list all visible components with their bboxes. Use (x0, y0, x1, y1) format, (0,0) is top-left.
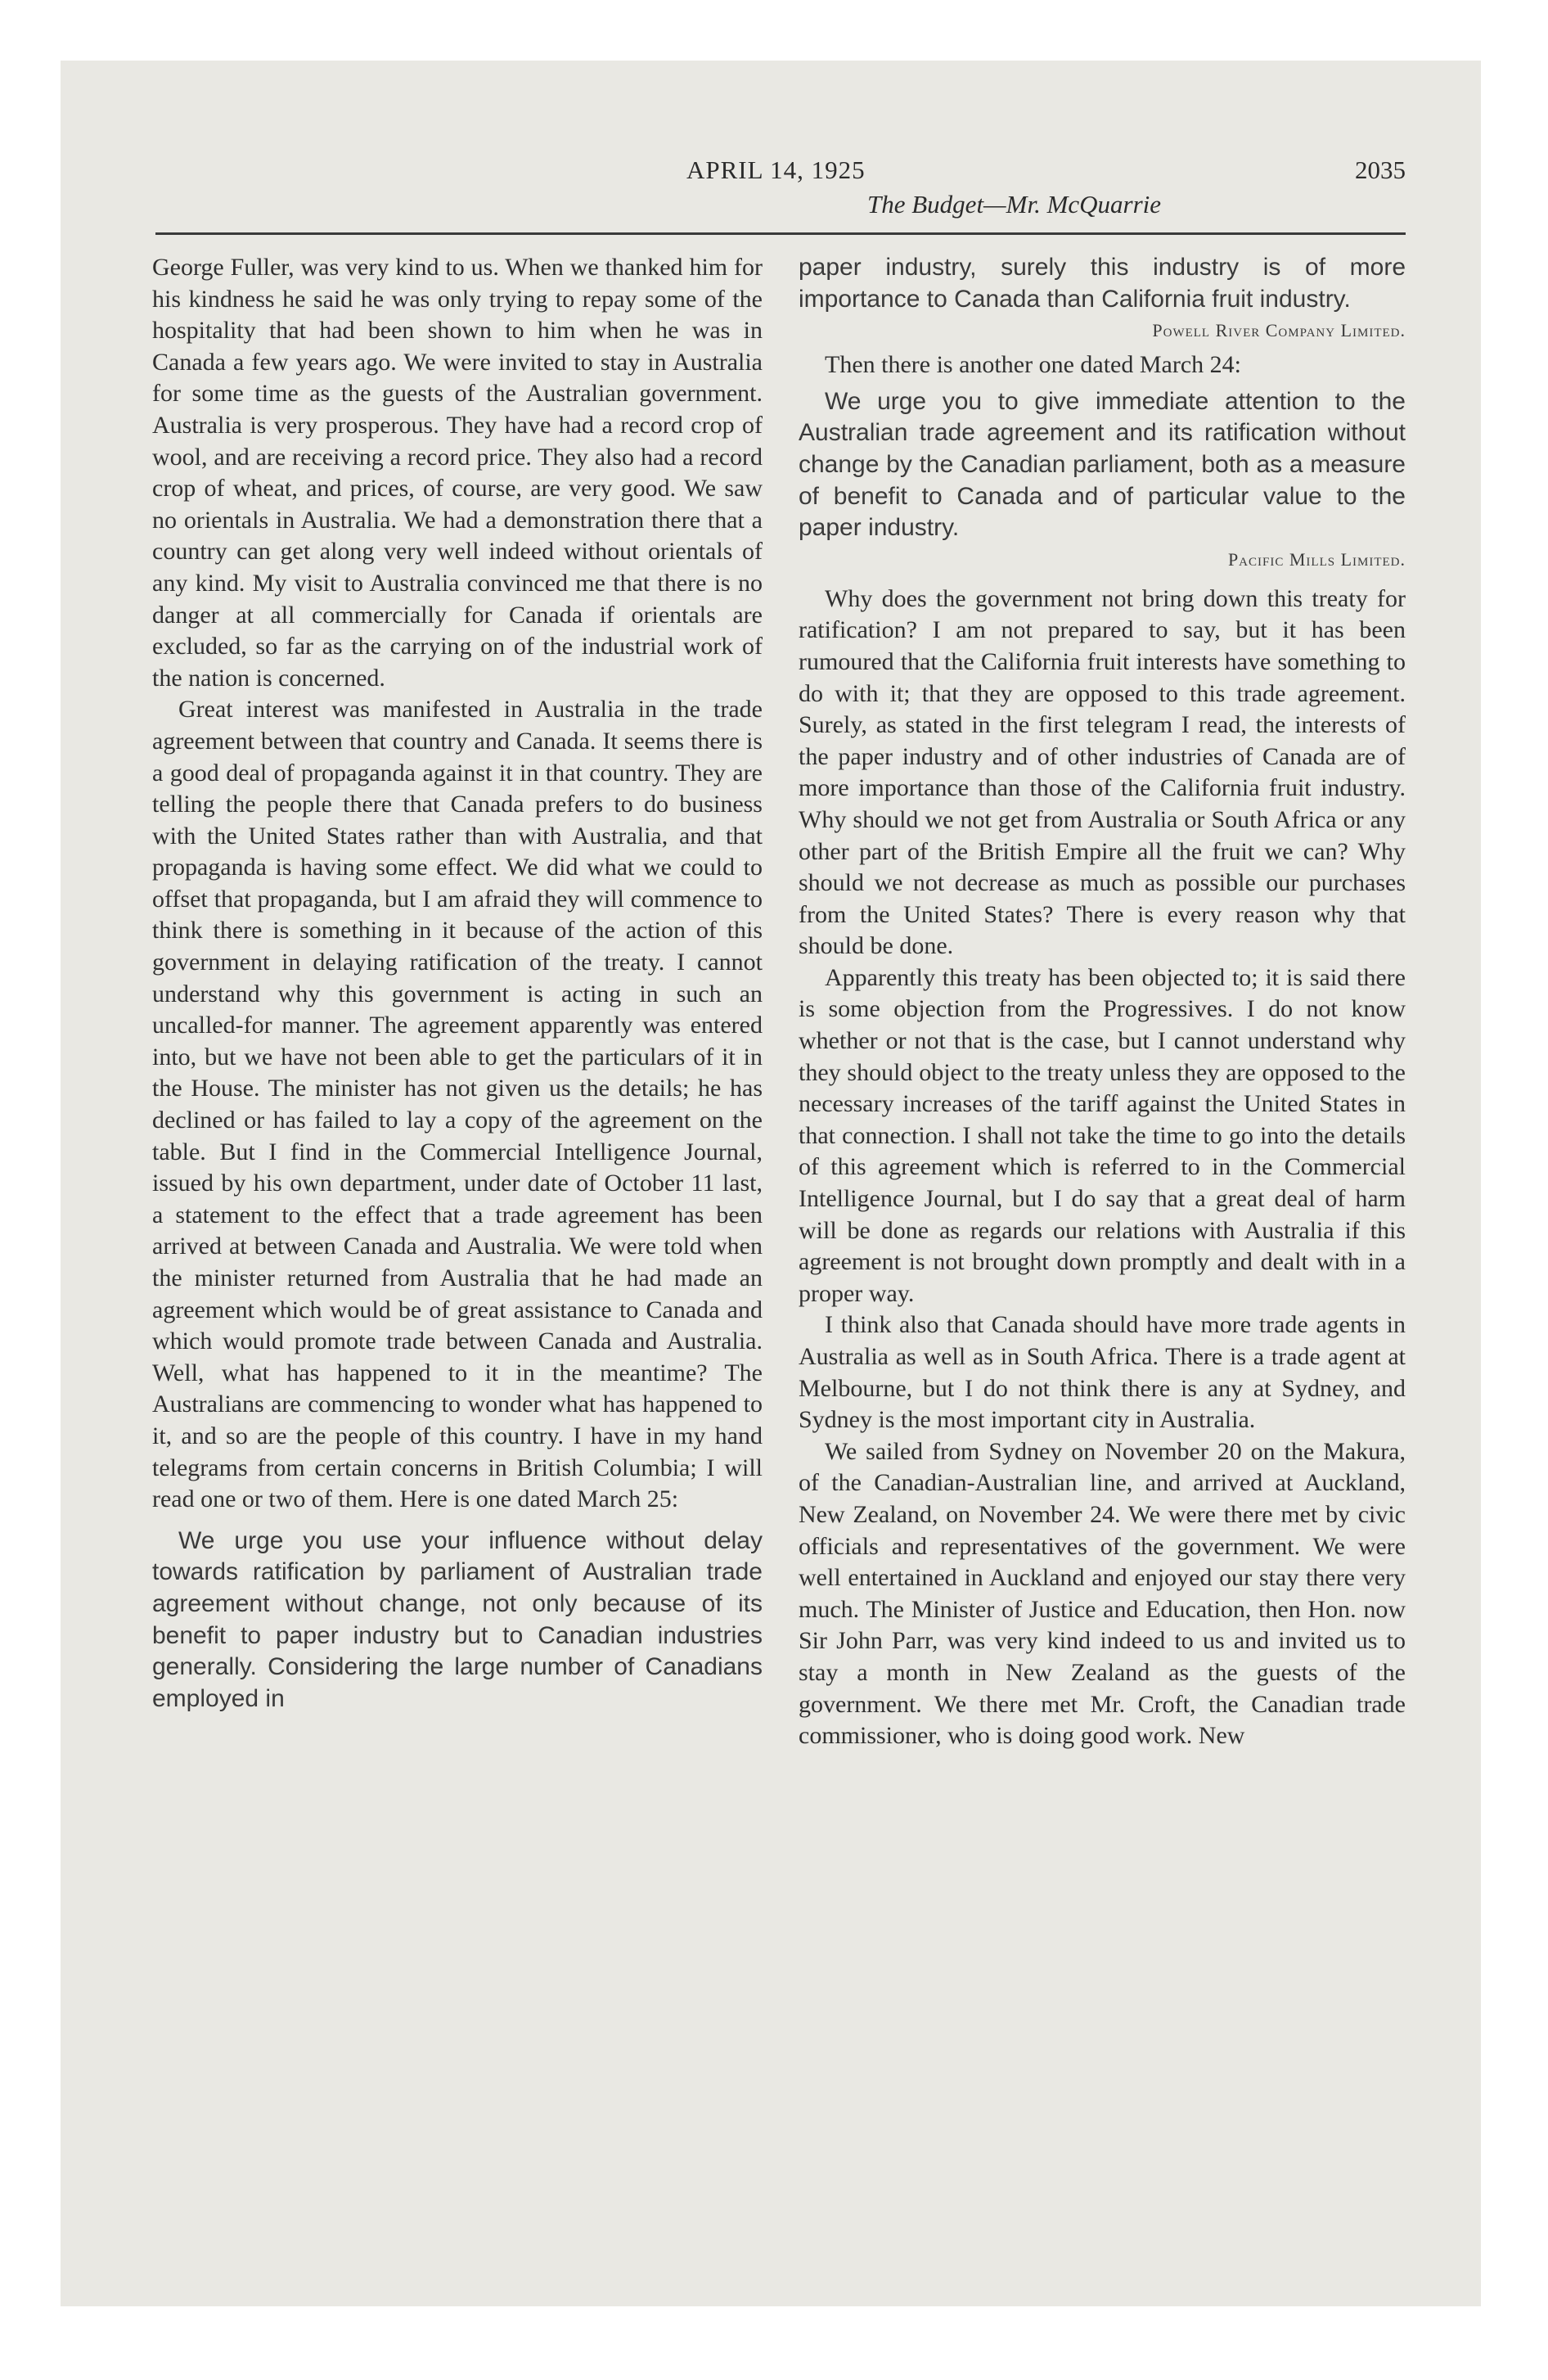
telegram-signature: Powell River Company Limited. (1152, 320, 1406, 341)
page-number: 2035 (1355, 156, 1406, 184)
telegram-quote: We urge you use your influence without delay towards ratification by parliament of Australian trade agreement without change, not only because of its benefit to paper industry but to Canadian industries generally. Considering the large number of Canadians employed in (152, 1526, 763, 1712)
paragraph: We sailed from Sydney on November 20 on the Makura, of the Canadian-Australian line, and arrived at Auckland, New Zealand, on November 24. We were there met by civic officials and representatives of the government. We were well entertained in Auckland and enjoyed our stay there very much. The Minister of Justice and Education, then Hon. now Sir John Parr, was very kind indeed to us and invited us to stay a month in New Zealand as the guests of the government. We there met Mr. Croft, the Canadian trade commissioner, who is doing good work. New (799, 1437, 1406, 1750)
telegram-signature: Pacific Mills Limited. (1227, 548, 1406, 570)
paragraph: Why does the government not bring down this treaty for ratification? I am not prepared to say, but it has been rumoured that the California fruit interests have something to do with it; that they are opposed to this trade agreement. Surely, as stated in the first telegram I read, the interests of the paper industry and of other industries of Canada are of more importance than those of the California fruit industry. Why should we not get from Australia or South Africa or any other part of the British Empire all the fruit we can? Why should we not decrease as much as possible our purchases from the United States? There is every reason why that should be done. (799, 584, 1406, 960)
right-column (799, 252, 1406, 1752)
telegram-quote: We urge you to give immediate attention to the Australian trade agreement and its ratification without change by the Canadian parliament, both as a measure of benefit to Canada and of particular value to the paper industry. (799, 387, 1406, 542)
spacer (799, 574, 1406, 584)
paragraph: Apparently this treaty has been objected to; it is said there is some objection from the Progressives. I do not know whether or not that is the case, but I cannot understand why they should object to the treaty unless they are opposed to the necessary increases of the tariff against the United States in that connection. I shall not take the time to go into the details of this agreement which is referred to in the Commercial Intelligence Journal, but I do say that a great deal of harm will be done as regards our relations with Australia if this agreement is not brought down promptly and dealt with in a proper way. (799, 963, 1406, 1307)
header-rule (155, 232, 1406, 235)
telegram-quote: paper industry, surely this industry is of more importance to Canada than California fruit industry. (799, 254, 1406, 313)
spacer (152, 1516, 763, 1526)
page-header (152, 156, 1406, 237)
paragraph: I think also that Canada should have more trade agents in Australia as well as in South Africa. There is a trade agent at Melbourne, but I do not think there is any at Sydney, and Sydney is the most important city in Australia. (799, 1311, 1406, 1434)
paragraph: Great interest was manifested in Australia in the trade agreement between that country and Canada. It seems there is a good deal of propaganda against it in that country. They are telling the people there that Canada prefers to do business with the United States rather than with Australia, and that propaganda is having some effect. We did what we could to offset that propaganda, but I am afraid they will commence to think there is something in it because of the action of this government in delaying ratification of the treaty. I cannot understand why this government is acting in such an uncalled-for manner. The agreement apparently was entered into, but we have not been able to get the particulars of it in the House. The minister has not given us the details; he has declined or has failed to lay a copy of the agreement on the table. But I find in the Commercial Intelligence Journal, issued by his own department, under date of October 11 last, a statement to the effect that a trade agreement has been arrived at between Canada and Australia. We were told when the minister returned from Australia that he had made an agreement which would be of great assistance to Canada and which would promote trade between Canada and Australia. Well, what has happened to it in the meantime? The Australians are commencing to wonder what has happened to it, and so are the people of this country. I have in my hand telegrams from certain concerns in British Columbia; I will read one or two of them. Here is one dated March 25: (152, 696, 763, 1513)
header-date: APRIL 14, 1925 (686, 156, 866, 184)
running-title: The Budget—Mr. McQuarrie (867, 190, 1162, 219)
left-column (152, 252, 763, 1715)
paragraph: George Fuller, was very kind to us. When we thanked him for his kindness he said he was only trying to repay some of the hospitality that had been shown to him when he was in Canada a few years ago. We were invited to stay in Australia for some time as the guests of the Australian government. Australia is very prosperous. They have had a record crop of wool, and are receiving a record price. They also had a record crop of wheat, and prices, of course, are very good. We saw no orientals in Australia. We had a demonstration there that a country can get along very well indeed without orientals of any kind. My visit to Australia convinced me that there is no danger at all commercially for Canada if orientals are excluded, so far as the carrying on of the industrial work of the nation is concerned. (152, 254, 763, 692)
paragraph: Then there is another one dated March 24: (825, 351, 1241, 379)
